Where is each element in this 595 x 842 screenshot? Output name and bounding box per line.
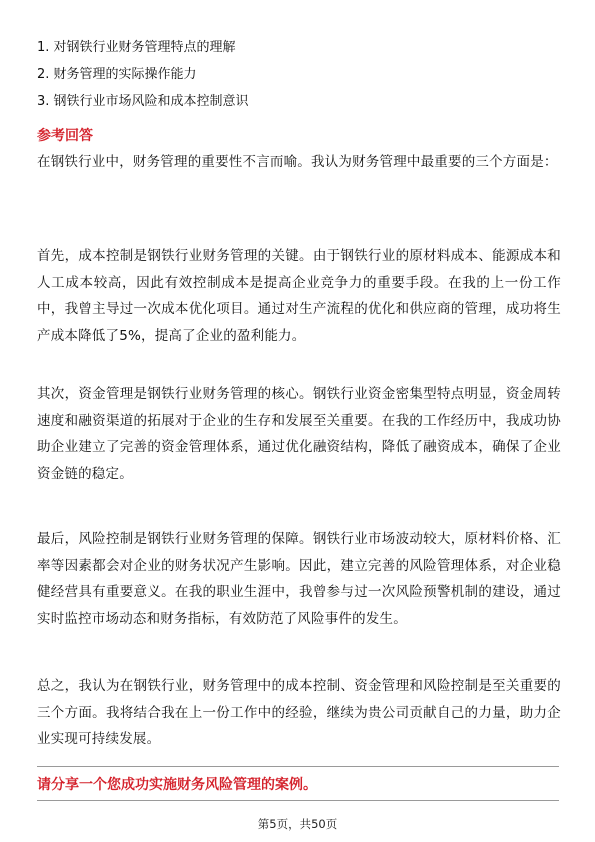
answer-cost-control-paragraph: 首先，成本控制是钢铁行业财务管理的关键。由于钢铁行业的原材料成本、能源成本和人工成本较高，因此有效控制成本是提高企业竞争力的重要手段。在我的上一份工作中，我曾主导过一次成本优化项目。通过对生产流程的优化和供应商的管理，成功将生产成本降低了5%，提高了企业的盈利能力。: [37, 248, 561, 344]
list-item: 3. 钢铁行业市场风险和成本控制意识: [37, 94, 249, 109]
criteria-list: [37, 34, 557, 115]
next-question: 请分享一个您成功实施财务风险管理的案例。: [37, 777, 317, 793]
list-item: 2. 财务管理的实际操作能力: [37, 67, 197, 82]
divider: [37, 800, 559, 801]
page-number: 第5页，共50页: [257, 817, 338, 831]
divider: [37, 766, 559, 767]
answer-capital-management-paragraph: 其次，资金管理是钢铁行业财务管理的核心。钢铁行业资金密集型特点明显，资金周转速度和融资渠道的拓展对于企业的生存和发展至关重要。在我的工作经历中，我成功协助企业建立了完善的资金管理体系，通过优化融资结构，降低了融资成本，确保了企业资金链的稳定。: [37, 386, 561, 482]
list-item: 1. 对钢铁行业财务管理特点的理解: [37, 40, 236, 55]
reference-answer-heading: 参考回答: [37, 128, 93, 144]
answer-summary-paragraph: 总之，我认为在钢铁行业，财务管理中的成本控制、资金管理和风险控制是至关重要的三个方面。我将结合我在上一份工作中的经验，继续为贵公司贡献自己的力量，助力企业实现可持续发展。: [37, 678, 561, 747]
answer-intro-paragraph: 在钢铁行业中，财务管理的重要性不言而喻。我认为财务管理中最重要的三个方面是：: [37, 154, 558, 170]
answer-risk-control-paragraph: 最后，风险控制是钢铁行业财务管理的保障。钢铁行业市场波动较大，原材料价格、汇率等因素都会对企业的财务状况产生影响。因此，建立完善的风险管理体系，对企业稳健经营具有重要意义。在我的职业生涯中，我曾参与过一次风险预警机制的建设，通过实时监控市场动态和财务指标，有效防范了风险事件的发生。: [37, 531, 561, 627]
